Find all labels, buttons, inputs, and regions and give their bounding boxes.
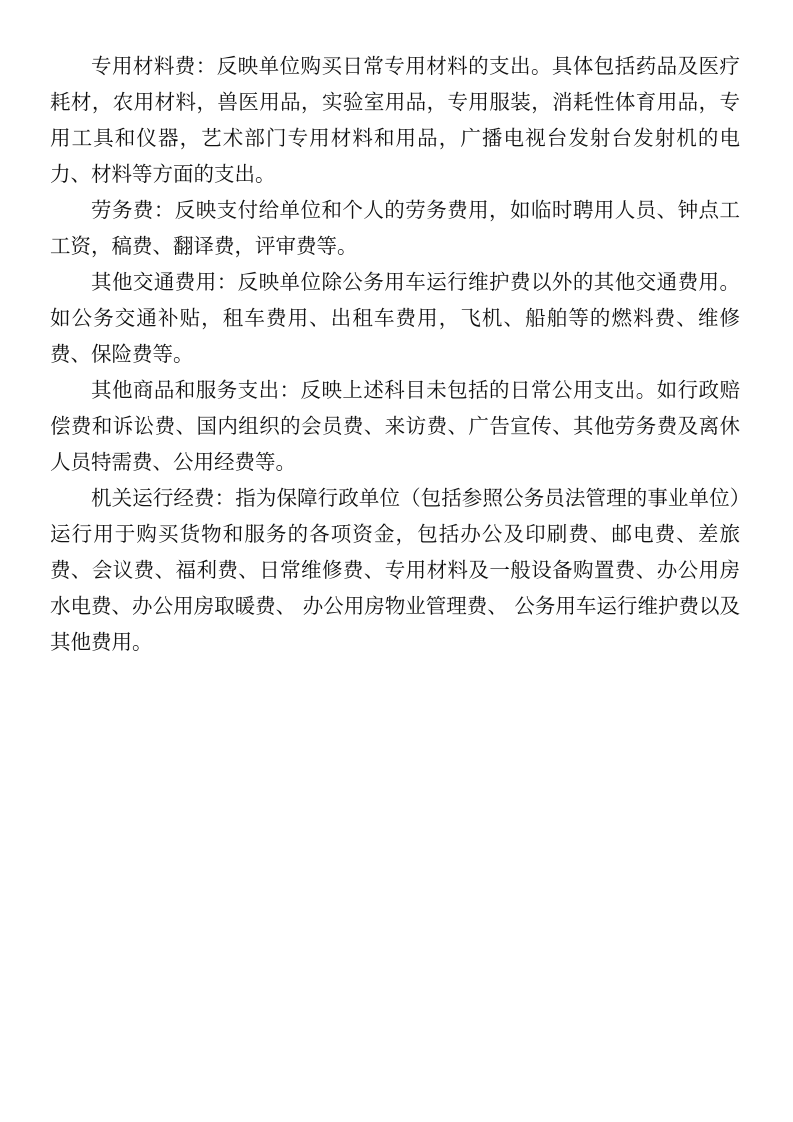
paragraph-labor-fees: 劳务费：反映支付给单位和个人的劳务费用，如临时聘用人员、钟点工工资，稿费、翻译费，评审费等。 <box>50 198 740 258</box>
paragraph-other-transport: 其他交通费用：反映单位除公务用车运行维护费以外的其他交通费用。如公务交通补贴，租车费用、出租车费用，飞机、船舶等的燃料费、维修费、保险费等。 <box>50 270 740 366</box>
paragraph-other-goods-services: 其他商品和服务支出：反映上述科目未包括的日常公用支出。如行政赔偿费和诉讼费、国内组织的会员费、来访费、广告宣传、其他劳务费及离休人员特需费、公用经费等。 <box>50 378 740 474</box>
paragraph-operating-funds: 机关运行经费：指为保障行政单位（包括参照公务员法管理的事业单位）运行用于购买货物和服务的各项资金，包括办公及印刷费、邮电费、差旅费、会议费、福利费、日常维修费、专用材料及一般设备购置费、办公用房水电费、办公用房取暖费、 办公用房物业管理费、 公务用车运行维护费以及其他费用。 <box>50 486 740 654</box>
document-body <box>50 48 740 660</box>
paragraph-special-materials: 专用材料费：反映单位购买日常专用材料的支出。具体包括药品及医疗耗材，农用材料，兽医用品，实验室用品，专用服装，消耗性体育用品，专用工具和仪器，艺术部门专用材料和用品，广播电视台发射台发射机的电力、材料等方面的支出。 <box>50 54 740 186</box>
